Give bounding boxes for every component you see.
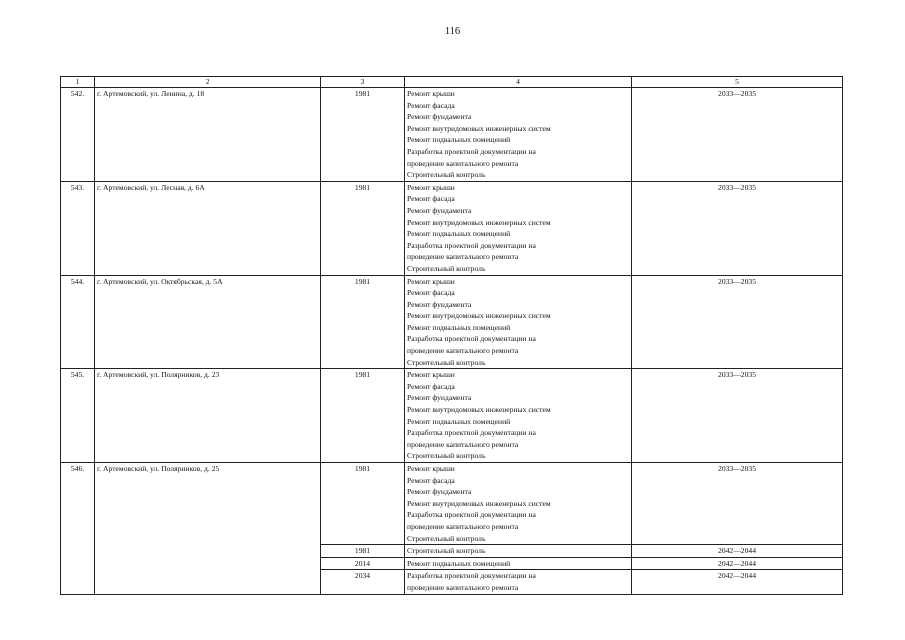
- work-item: проведение капитального ремонта: [407, 158, 519, 168]
- build-year: 1981: [321, 369, 405, 463]
- work-item: Ремонт фундамента: [407, 393, 472, 403]
- work-item: Ремонт крыши: [407, 370, 455, 380]
- work-item: проведение капитального ремонта: [407, 252, 519, 262]
- work-item: Ремонт фасада: [407, 381, 455, 391]
- work-item: Разработка проектной документации на: [407, 428, 536, 438]
- build-year: 2014: [321, 557, 405, 570]
- work-item: Строительный контроль: [407, 263, 486, 273]
- repair-period: 2033—2035: [632, 181, 843, 275]
- row-number: 545.: [61, 369, 95, 463]
- repair-period: 2033—2035: [632, 369, 843, 463]
- works-list: [405, 545, 632, 558]
- row-number: 546.: [61, 463, 95, 595]
- repair-period: 2033—2035: [632, 88, 843, 182]
- work-item: Ремонт фундамента: [407, 487, 472, 497]
- works-list: [405, 275, 632, 369]
- work-item: Ремонт подвальных помещений: [407, 322, 511, 332]
- works-list: [405, 88, 632, 182]
- header-col-1: 1: [61, 77, 95, 88]
- row-number: 544.: [61, 275, 95, 369]
- building-address: г. Артемовский, ул. Октябрьская, д. 5А: [95, 275, 321, 369]
- repair-schedule-table: [60, 76, 843, 595]
- build-year: 1981: [321, 88, 405, 182]
- repair-period: 2042—2044: [632, 557, 843, 570]
- work-item: Строительный контроль: [407, 170, 486, 180]
- header-col-2: 2: [95, 77, 321, 88]
- repair-period: 2042—2044: [632, 545, 843, 558]
- table-row: [61, 463, 843, 545]
- work-item: Ремонт фундамента: [407, 112, 472, 122]
- work-item: Ремонт фасада: [407, 288, 455, 298]
- work-item: Ремонт фасада: [407, 194, 455, 204]
- table-row: [61, 181, 843, 275]
- repair-period: 2033—2035: [632, 463, 843, 545]
- work-item: Ремонт подвальных помещений: [407, 558, 511, 568]
- work-item: Ремонт фасада: [407, 100, 455, 110]
- work-item: Ремонт фасада: [407, 475, 455, 485]
- work-item: Строительный контроль: [407, 451, 486, 461]
- table-row: [61, 369, 843, 463]
- work-item: Ремонт фундамента: [407, 205, 472, 215]
- building-address: г. Артемовский, ул. Полярников, д. 23: [95, 369, 321, 463]
- build-year: 1981: [321, 545, 405, 558]
- work-item: Ремонт подвальных помещений: [407, 229, 511, 239]
- work-item: Ремонт подвальных помещений: [407, 416, 511, 426]
- work-item: проведение капитального ремонта: [407, 439, 519, 449]
- work-item: Разработка проектной документации на: [407, 510, 536, 520]
- header-col-4: 4: [405, 77, 632, 88]
- work-item: Ремонт крыши: [407, 182, 455, 192]
- header-col-3: 3: [321, 77, 405, 88]
- work-item: Ремонт внутридомовых инженерных систем: [407, 311, 551, 321]
- row-number: 542.: [61, 88, 95, 182]
- work-item: Ремонт крыши: [407, 89, 455, 98]
- work-item: Ремонт внутридомовых инженерных систем: [407, 498, 551, 508]
- repair-period: 2033—2035: [632, 275, 843, 369]
- page-number: 116: [444, 26, 461, 37]
- build-year: 2034: [321, 570, 405, 594]
- build-year: 1981: [321, 181, 405, 275]
- work-item: проведение капитального ремонта: [407, 521, 519, 531]
- work-item: Строительный контроль: [407, 533, 486, 543]
- work-item: Разработка проектной документации на: [407, 146, 536, 156]
- work-item: проведение капитального ремонта: [407, 582, 519, 592]
- work-item: Ремонт внутридомовых инженерных систем: [407, 123, 551, 133]
- build-year: 1981: [321, 463, 405, 545]
- works-list: [405, 181, 632, 275]
- work-item: Ремонт внутридомовых инженерных систем: [407, 217, 551, 227]
- work-item: Разработка проектной документации на: [407, 571, 536, 581]
- works-list: [405, 557, 632, 570]
- header-col-5: 5: [632, 77, 843, 88]
- table-row: [61, 88, 843, 182]
- build-year: 1981: [321, 275, 405, 369]
- works-list: [405, 369, 632, 463]
- work-item: Строительный контроль: [407, 546, 486, 556]
- works-list: [405, 570, 632, 594]
- work-item: проведение капитального ремонта: [407, 346, 519, 356]
- work-item: Ремонт крыши: [407, 464, 455, 473]
- building-address: г. Артемовский, ул. Ленина, д. 18: [95, 88, 321, 182]
- work-item: Ремонт крыши: [407, 276, 455, 286]
- header-row: [61, 77, 843, 88]
- building-address: г. Артемовский, ул. Полярников, д. 25: [95, 463, 321, 595]
- work-item: Строительный контроль: [407, 357, 486, 367]
- work-item: Ремонт внутридомовых инженерных систем: [407, 405, 551, 415]
- work-item: Разработка проектной документации на: [407, 334, 536, 344]
- work-item: Ремонт подвальных помещений: [407, 135, 511, 145]
- row-number: 543.: [61, 181, 95, 275]
- works-list: [405, 463, 632, 545]
- repair-period: 2042—2044: [632, 570, 843, 594]
- table-row: [61, 275, 843, 369]
- work-item: Ремонт фундамента: [407, 299, 472, 309]
- building-address: г. Артемовский, ул. Лесная, д. 6А: [95, 181, 321, 275]
- work-item: Разработка проектной документации на: [407, 240, 536, 250]
